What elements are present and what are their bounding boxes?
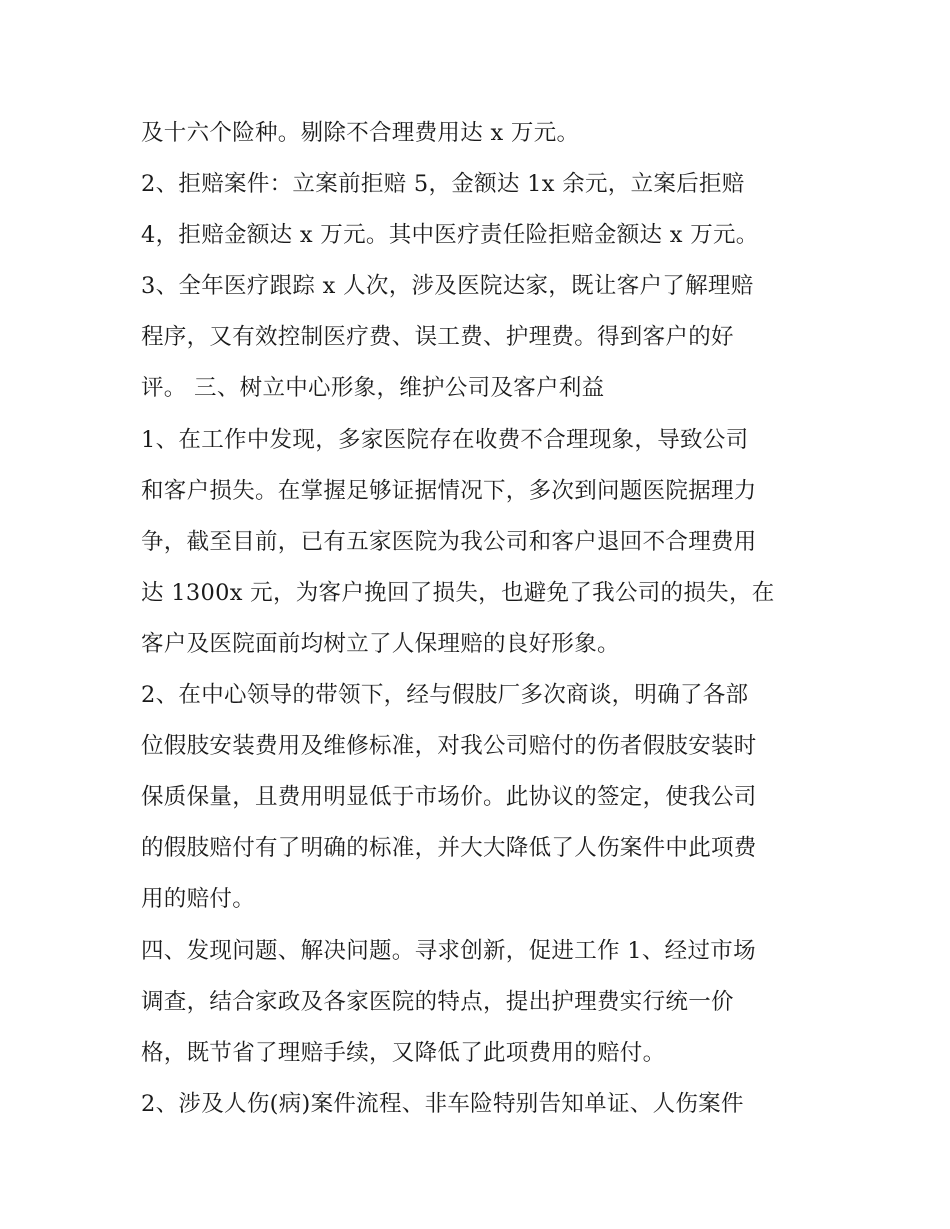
text-line: 的假肢赔付有了明确的标准，并大大降低了人伤案件中此项费 xyxy=(141,835,757,862)
text-line: 保质保量，且费用明显低于市场价。此协议的签定，使我公司 xyxy=(141,784,757,811)
text-line: 用的赔付。 xyxy=(141,886,256,913)
text-line: 达 1300x 元，为客户挽回了损失，也避免了我公司的损失，在 xyxy=(141,579,775,606)
text-line: 4，拒赔金额达 x 万元。其中医疗责任险拒赔金额达 x 万元。 xyxy=(141,222,759,249)
text-line: 和客户损失。在掌握足够证据情况下，多次到问题医院据理力 xyxy=(141,477,757,504)
text-line: 2、在中心领导的带领下，经与假肢厂多次商谈，明确了各部 xyxy=(141,682,749,709)
text-line: 1、在工作中发现，多家医院存在收费不合理现象，导致公司 xyxy=(141,426,749,453)
text-line: 位假肢安装费用及维修标准，对我公司赔付的伤者假肢安装时 xyxy=(141,733,757,760)
text-line: 3、全年医疗跟踪 x 人次，涉及医院达家，既让客户了解理赔 xyxy=(141,273,754,300)
text-line: 及十六个险种。剔除不合理费用达 x 万元。 xyxy=(141,120,580,146)
text-line: 四、发现问题、解决问题。寻求创新，促进工作 1、经过市场 xyxy=(141,937,756,964)
text-line: 评。 三、树立中心形象，维护公司及客户利益 xyxy=(141,375,605,402)
text-line: 争，截至目前，已有五家医院为我公司和客户退回不合理费用 xyxy=(141,528,757,555)
document-body xyxy=(141,108,821,1130)
text-line: 格，既节省了理赔手续，又降低了此项费用的赔付。 xyxy=(141,1039,666,1066)
text-line: 客户及医院面前均树立了人保理赔的良好形象。 xyxy=(141,630,620,657)
text-line: 程序，又有效控制医疗费、误工费、护理费。得到客户的好 xyxy=(141,324,734,351)
text-line: 2、涉及人伤(病)案件流程、非车险特别告知单证、人伤案件 xyxy=(141,1090,744,1117)
text-line: 2、拒赔案件：立案前拒赔 5，金额达 1x 余元，立案后拒赔 xyxy=(141,171,745,198)
text-line: 调查，结合家政及各家医院的特点，提出护理费实行统一价 xyxy=(141,988,734,1015)
